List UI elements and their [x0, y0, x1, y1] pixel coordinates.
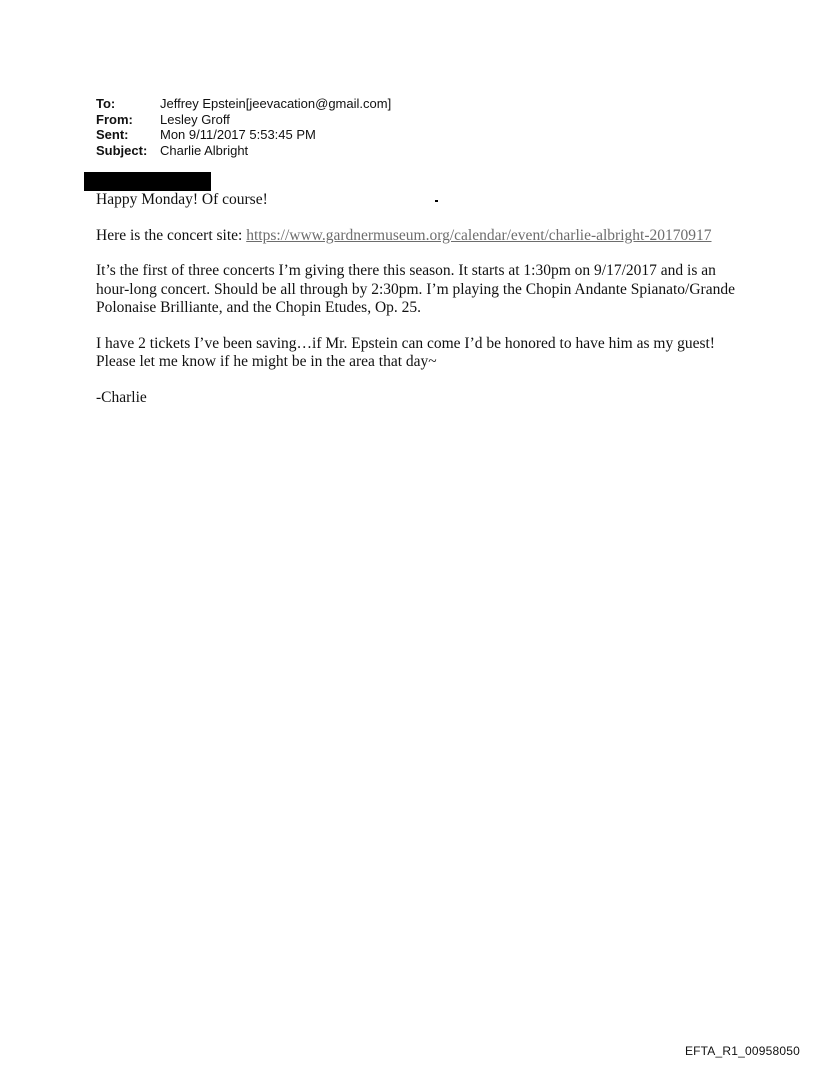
- to-value: Jeffrey Epstein[jeevacation@gmail.com]: [160, 96, 392, 111]
- document-id: EFTA_R1_00958050: [684, 1044, 800, 1058]
- subject-label: Subject:: [96, 142, 148, 158]
- email-body: [96, 191, 736, 424]
- signature: -Charlie: [96, 388, 147, 406]
- to-label: To:: [96, 96, 116, 111]
- from-row: [96, 112, 391, 128]
- from-label: From:: [96, 111, 133, 127]
- sent-value: Mon 9/11/2017 5:53:45 PM: [160, 127, 316, 142]
- email-header: [96, 96, 391, 158]
- subject-row: [96, 143, 391, 159]
- concert-link[interactable]: https://www.gardnermuseum.org/calendar/event/charlie-albright-20170917: [246, 226, 712, 244]
- greeting-line: Happy Monday! Of course!: [96, 191, 268, 208]
- tickets-paragraph: I have 2 tickets I’ve been saving…if Mr. Epstein can come I’d be honored to have him as my guest! Please let me know if he might be in the area that day~: [96, 334, 715, 370]
- from-value: Lesley Groff: [160, 111, 230, 127]
- redaction-box: [84, 172, 211, 191]
- to-row: [96, 96, 391, 112]
- sent-label: Sent:: [96, 127, 129, 142]
- concert-intro-text: Here is the concert site:: [96, 226, 247, 244]
- subject-value: Charlie Albright: [160, 142, 249, 158]
- sent-row: [96, 127, 391, 143]
- concert-details-paragraph: It’s the first of three concerts I’m giving there this season. It starts at 1:30pm on 9/17/2017 and is an hour-long concert. Should be all through by 2:30pm. I’m playing the Chopin Andante Spianato/Grande Polonaise Brilliante, and the Chopin Etudes, Op. 25.: [96, 262, 735, 316]
- concert-site-paragraph: [96, 227, 736, 246]
